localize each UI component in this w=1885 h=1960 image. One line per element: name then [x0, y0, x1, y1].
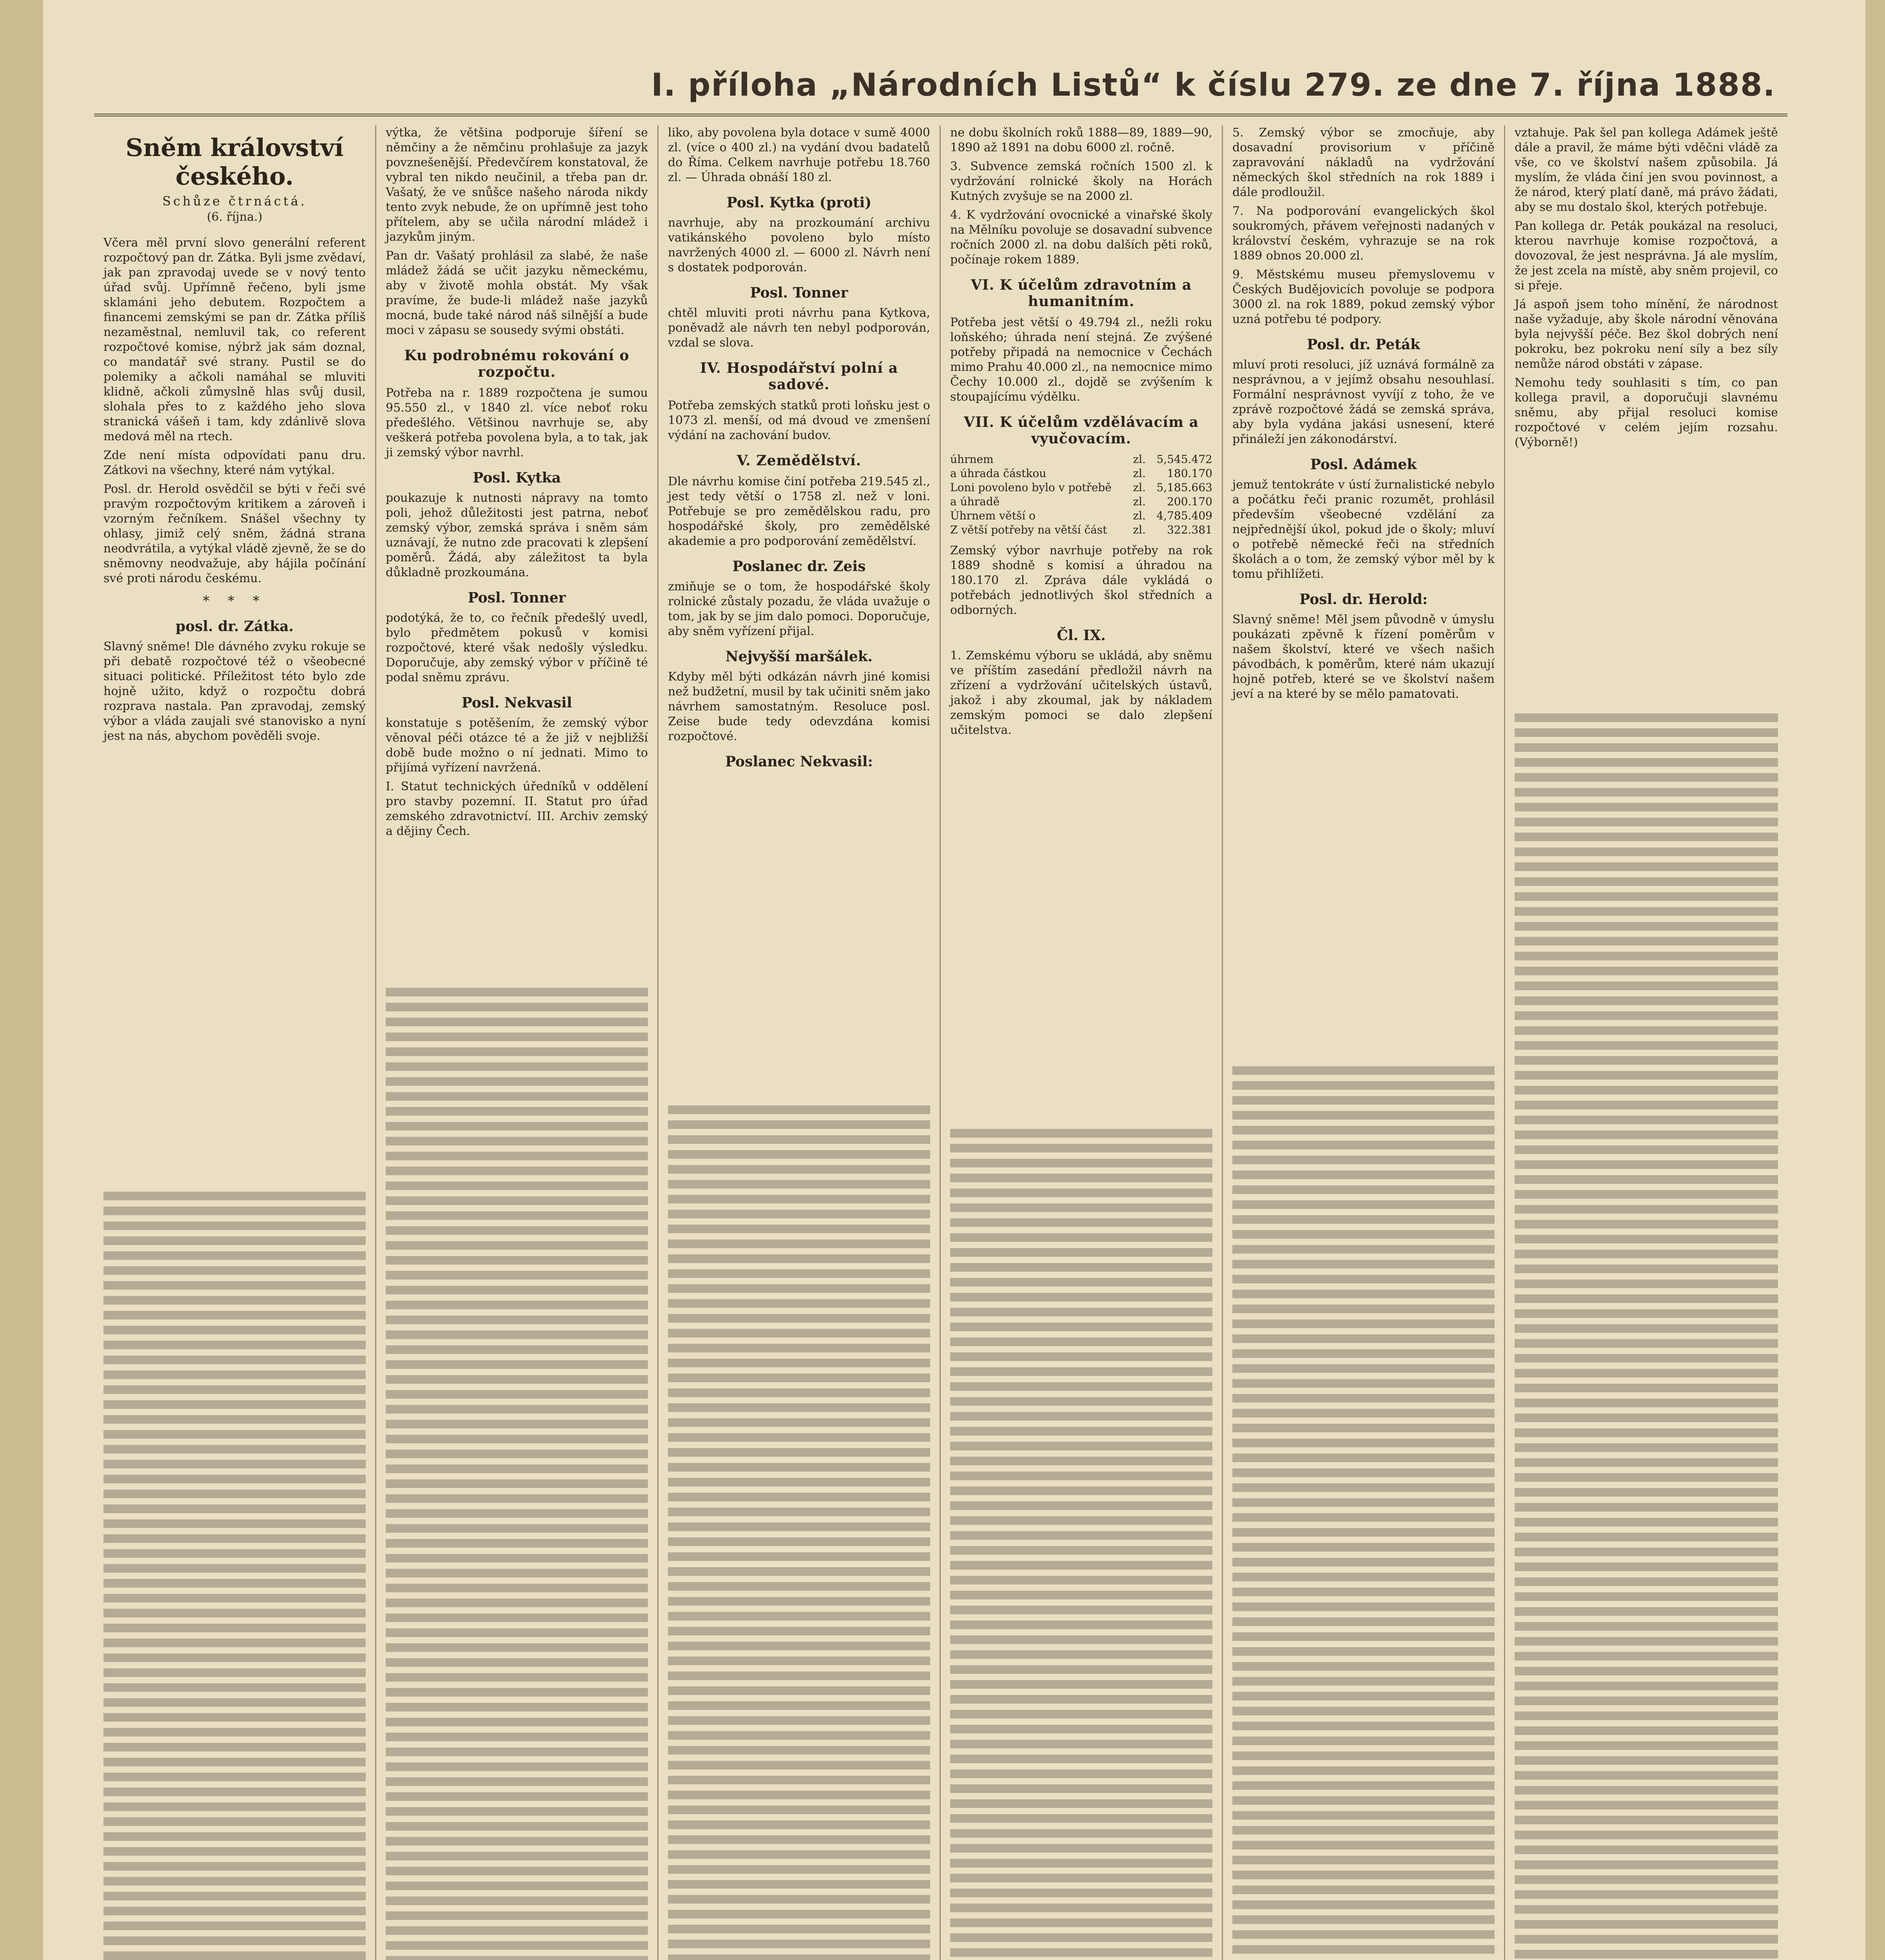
speaker-heading: Posl. Kytka [473, 470, 561, 486]
paragraph: Potřeba zemských statků proti loňsku jest o 1073 zl. menší, od má dvoud ve zmenšení výdání na zachování budov. [668, 399, 930, 442]
table-row: a úhrada částkou zl. 180.170 [950, 467, 1212, 480]
speaker-heading: Posl. Kytka (proti) [726, 194, 872, 211]
section-heading: VI. K účelům zdravotním a humanitním. [971, 277, 1192, 310]
column-2 [376, 125, 659, 1960]
paragraph: chtěl mluviti proti návrhu pana Kytkova, poněvadž ale návrh ten nebyl podporován, vzdal se slova. [668, 306, 930, 350]
table-row: a úhradě zl. 200.170 [950, 495, 1212, 508]
speaker-heading: Posl. dr. Herold: [1299, 591, 1428, 608]
paragraph: 9. Městskému museu přemyslovemu v Českých Budějovicích povoluje se podpora 3000 zl. na rok 1889, pokud zemský výbor uzná potřebu té podpory. [1232, 268, 1495, 326]
paragraph: 1. Zemskému výboru se ukládá, aby sněmu ve příštím zasedání předložil návrh na zřízení a vydržování učitelských ústavů, jakož i aby zkoumal, jak by nákladem zemským pomoci se dalo zlepšení učitelstva. [950, 649, 1212, 737]
speaker-heading: Posl. dr. Peták [1307, 336, 1420, 353]
text-lines [1515, 713, 1778, 1960]
paragraph: Pan dr. Vašatý prohlásil za slabé, že naše mládež žádá se učit jazyku německému, aby v životě mohla obstát. My však pravíme, že bude-li mládež naše jazyků mocná, bude také národ náš silnější a bude moci v zápasu se sousedy svými obstáti. [386, 249, 648, 337]
paragraph: Dle návrhu komise činí potřeba 219.545 zl., jest tedy větší o 1758 zl. než v loni. Potřebuje se pro zemědělskou radu, pro hospodářské školy, pro zemědělské akademie a pro podporování zemědělství. [668, 475, 930, 548]
paragraph: Kdyby měl býti odkázán návrh jiné komisi než budžetní, musil by tak učiniti sněm jako návrhem samostatným. Resoluce posl. Zeise bude tedy odevzdána komisi rozpočtové. [668, 670, 930, 743]
page-edge-left [0, 0, 43, 1960]
speaker-heading: posl. dr. Zátka. [175, 618, 294, 635]
table-row: Z větší potřeby na větší část zl. 322.381 [950, 523, 1212, 536]
supplement-title: I. příloha „Národních Listů“ k číslu 279. ze dne 7. října 1888. [651, 67, 1776, 103]
table-row: Loni povoleno bylo v potřebě zl. 5,185.663 [950, 481, 1212, 494]
speaker-heading: Posl. Adámek [1310, 456, 1417, 473]
paragraph: 5. Zemský výbor se zmocňuje, aby dosavadní provisorium v příčině zapravování nákladů na vydržování německých škol středních na rok 1889 i dále prodloužil. [1232, 126, 1495, 199]
paragraph: Já aspoň jsem toho mínění, že národnost naše vyžaduje, aby škole národní věnována byla nejvyšší péče. Bez škol dobrých není pokroku, bez pokroku není síly a bez síly nemůže národ obstáti v zápase. [1515, 298, 1778, 371]
budget-table [950, 452, 1212, 537]
speaker-heading: Nejvyšší maršálek. [725, 648, 873, 665]
paragraph: Potřeba jest větší o 49.794 zl., nežli roku loňského; úhrada není stejná. Ze zvýšené potřeby připadá na nemocnice v Čechách mimo Prahu 40.000 zl., na nemocnice mimo Čechy 10.000 zl., dojdě se zvýšením k stoupajícímu výdělku. [950, 316, 1212, 404]
page-edge-right [1865, 0, 1885, 1960]
paragraph: Pan kollega dr. Peták poukázal na resoluci, kterou navrhuje komise rozpočtová, a dovozoval, že jest nesprávna. Já ale myslím, že jest zcela na místě, aby sněm projevil, co si přeje. [1515, 219, 1778, 292]
speaker-heading: Posl. Tonner [750, 285, 848, 301]
paragraph: Včera měl první slovo generální referent rozpočtový pan dr. Zátka. Byli jsme zvědaví, jak pan zpravodaj uvede se v nový tento úřad svůj. Upřímně řečeno, byli jsme sklamáni jeho debutem. Rozpočtem a financemi zemskými se pan dr. Zátka příliš nezaměstnal, nemluvil tak, co referent rozpočtové komise, nýbrž jak sám doznal, co mandatář své strany. Pustil se do polemiky a ačkoli namáhal se mluviti klidně, ačkoli zůmyslně hlas svůj dusil, slohala přes to z každého jeho slova stranická vášeň i tam, kdy zdánlivě slova medová měl na rtech. [103, 236, 366, 443]
column-6 [1505, 125, 1787, 1960]
session-date: (6. října.) [207, 210, 263, 224]
paragraph: 3. Subvence zemská ročních 1500 zl. k vydržování rolnické školy na Horách Kutných zvyšuje se na 2000 zl. [950, 160, 1212, 203]
speaker-heading: Poslanec Nekvasil: [725, 753, 873, 770]
paragraph: Posl. dr. Herold osvědčil se býti v řeči své pravým rozpočtovým kritikem a zároveň i vzorným řečníkem. Snášel všechny ty ohlasy, jimiž celý sněm, žádná strana neodvrátila, a vytýkal vládě zjevně, že se do sněmovny neodvažuje, aby hájila počínání své proti národu českému. [103, 482, 366, 585]
paragraph: Slavný sněme! Dle dávného zvyku rokuje se při debatě rozpočtové též o všeobecné situaci politické. Příležitost této bylo zde hojně užito, když o rozpočtu dobrá rozprava nastala. Pan zpravodaj, zemský výbor a vláda zaujali své stanovisko a nyní jest na nás, abychom pověděli svoje. [103, 640, 366, 743]
section-heading: IV. Hospodářství polní a sadové. [700, 360, 898, 393]
speaker-heading: Posl. Nekvasil [461, 695, 572, 711]
paragraph: jemuž tentokráte v ústí žurnalistické nebylo a počátku řeči pranic rozumět, prohlásil především všeobecné vzdělání za nejpřednější úkol, pokud jde o školy; mluví o potřebě německé řeči na středních školách a o tom, že zemský výbor měl by k tomu přihlížeti. [1232, 478, 1495, 581]
column-4 [941, 125, 1223, 1960]
text-lines [950, 1129, 1212, 1960]
table-row: úhrnem zl. 5,545.472 [950, 453, 1212, 466]
speaker-heading: Poslanec dr. Zeis [732, 558, 866, 575]
paragraph: Potřeba na r. 1889 rozpočtena je sumou 95.550 zl., v 1840 zl. více neboť roku předešlého. Většinou navrhuje se, aby veškerá potřeba povolena byla, a to tak, jak ji zemský výbor navrhl. [386, 386, 648, 459]
page-header [94, 67, 1787, 116]
paragraph: poukazuje k nutnosti nápravy na tomto poli, jehož důležitosti jest patrna, neboť zemský výbor, zemská správa i sněm sám uznávají, že nutno zde pracovati k zlepšení poměrů. Žádá, aby záležitost ta byla důkladně prozkoumána. [386, 491, 648, 579]
paragraph: Zde není místa odpovídati panu dru. Zátkovi na všechny, které nám vytýkal. [103, 448, 366, 477]
column-5 [1223, 125, 1505, 1960]
section-heading: VII. K účelům vzdělávacím a vyučovacím. [963, 414, 1199, 447]
column-3 [659, 125, 941, 1960]
paragraph: konstatuje s potěšením, že zemský výbor věnoval péči otázce té a že již v nejbližší době bude možno o ní jednati. Mimo to přijímá vyřízení navržená. [386, 716, 648, 775]
columns [94, 125, 1787, 1960]
session-label: Schůze čtrnáctá. [162, 194, 307, 209]
paragraph: Slavný sněme! Měl jsem původně v úmyslu poukázati zpěvně k řízení poměrům v našem školství, které ve všech našich pávodbách, k poměrům, které nám ukazují hojně potřeb, které se ve školství našem jeví a na které by se mělo pamatovati. [1232, 613, 1495, 701]
table-row: Úhrnem větší o zl. 4,785.409 [950, 509, 1212, 522]
paragraph: liko, aby povolena byla dotace v sumě 4000 zl. (více o 400 zl.) na vydání dvou badatelů do Říma. Celkem navrhuje potřebu 18.760 zl. — Úhrada obnáší 180 zl. [668, 126, 930, 184]
paragraph: 7. Na podporování evangelických škol soukromých, přávem veřejnosti nadaných v království českém, vyhrazuje se na rok 1889 obnos 20.000 zl. [1232, 204, 1495, 263]
paragraph: podotýká, že to, co řečník předešlý uvedl, bylo předmětem pokusů v komisi rozpočtové, které však nedošly výsledku. Doporučuje, aby zemský výbor v příčině té podal sněmu zprávu. [386, 611, 648, 684]
paragraph: Zemský výbor navrhuje potřeby na rok 1889 shodně s komisí a úhradou na 180.170 zl. Zpráva dále vykládá o potřebách jednotlivých škol středních a odborných. [950, 544, 1212, 617]
paragraph: Nemohu tedy souhlasiti s tím, co pan kollega pravil, a doporučuji slavnému sněmu, aby přijal resoluci komise rozpočtové v celém jejím rozsahu. (Výborně!) [1515, 376, 1778, 449]
section-stars: * * * [203, 593, 267, 609]
paragraph: ne dobu školních roků 1888—89, 1889—90, 1890 až 1891 na dobu 6000 zl. ročně. [950, 126, 1212, 154]
section-heading: V. Zemědělství. [737, 452, 862, 469]
text-lines [1232, 1066, 1495, 1960]
column-1 [94, 125, 376, 1960]
article-title: Sněm království českého. [125, 133, 344, 191]
text-lines [386, 988, 648, 1960]
speaker-heading: Čl. IX. [1057, 627, 1106, 644]
paragraph: mluví proti resoluci, jíž uznává formálně za nesprávnou, a v jejímž obsahu nesouhlasí. Formální nesprávnost vyvíjí z toho, že ve zprávě rozpočtové žádá se zemská správa, aby byla vydána jakási usnesení, které přináleží jen zákonodárství. [1232, 358, 1495, 446]
text-lines [103, 1192, 366, 1960]
paragraph: výtka, že většina podporuje šíření se němčiny a že němčinu prohlašuje za jazyk povznešenější. Předevčírem konstatoval, že vybral ten nikdo neučinil, a třeba pan dr. Vašatý, že ve snůšce našeho národa nikdy tento zvyk nebude, že on upřímně jest toho přítelem, aby se učila národní mládež i jazykům jiným. [386, 126, 648, 244]
paragraph: navrhuje, aby na prozkoumání archivu vatikánského povoleno bylo místo navržených 4000 zl. — 6000 zl. Návrh není s dostatek podporován. [668, 216, 930, 274]
section-heading: Ku podrobnému rokování o rozpočtu. [404, 347, 630, 380]
paragraph: zmiňuje se o tom, že hospodářské školy rolnické zůstaly pozadu, že vláda uvažuje o tom, jak by se jim dalo pomoci. Doporučuje, aby sněm vyřízení přijal. [668, 580, 930, 638]
paragraph: 4. K vydržování ovocnické a vinařské školy na Mělníku povoluje se dosavadní subvence ročních 2000 zl. na dobu dalších pěti roků, počínaje rokem 1889. [950, 208, 1212, 267]
paragraph: vztahuje. Pak šel pan kollega Adámek ještě dále a pravil, že máme býti vděčni vládě za vše, co ve školství našem způsobila. Já myslím, že vláda činí jen svou povinnost, a že národ, který platí daně, má právo žádati, aby se mu dostalo škol, kterých potřebuje. [1515, 126, 1778, 214]
text-lines [668, 1105, 930, 1960]
paragraph: I. Statut technických úředníků v oddělení pro stavby pozemní. II. Statut pro úřad zemského zdravotnictví. III. Archiv zemský a dějiny Čech. [386, 780, 648, 838]
speaker-heading: Posl. Tonner [468, 590, 566, 606]
